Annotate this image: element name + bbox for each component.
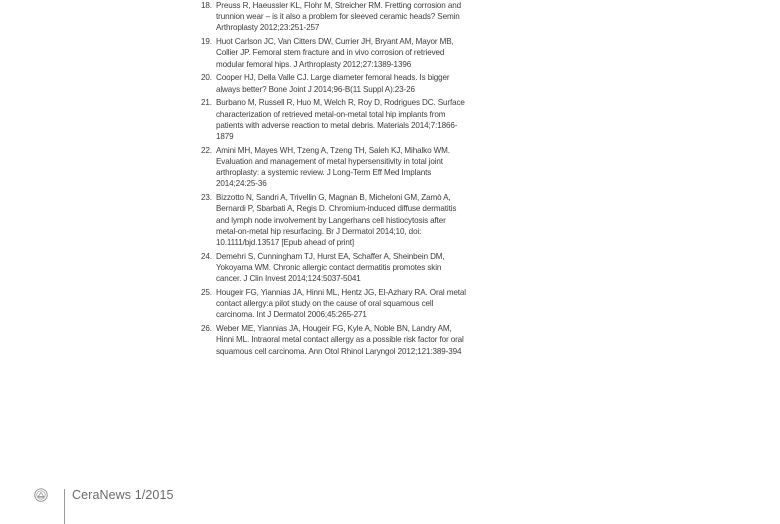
reference-text: Preuss R, Haeussler KL, Flohr M, Streicher RM. Fretting corrosion and trunnion wear – is it also a problem for sleeved ceramic heads? Semin Arthroplasty 2012;23:251-257 bbox=[216, 1, 461, 33]
reference-text: Weber ME, Yiannias JA, Hougeir FG, Kyle A, Noble BN, Landry AM, Hinni ML. Intraoral metal contact allergy as a possible risk factor for oral squamous cell carcinoma. Ann Otol Rhinol Laryngol 2012;121:389-394 bbox=[216, 324, 464, 356]
reference-text: Amini MH, Mayes WH, Tzeng A, Tzeng TH, Saleh KJ, Mihalko WM. Evaluation and management of metal hypersensitivity in total joint arthroplasty: a systemic review. J Long-Term Eff Med Implants 2014;24:25-36 bbox=[216, 145, 450, 189]
reference-item bbox=[201, 97, 467, 142]
reference-item bbox=[201, 145, 467, 190]
reference-number: 21. bbox=[201, 98, 212, 108]
reference-number: 23. bbox=[201, 193, 212, 203]
reference-text: Demehri S, Cunningham TJ, Hurst EA, Schaffer A, Sheinbein DM, Yokoyama WM. Chronic allergic contact dermatitis promotes skin cancer. J Clin Invest 2014;124:5037-5041 bbox=[216, 251, 445, 284]
reference-text: Burbano M, Russell R, Huo M, Welch R, Roy D, Rodrigues DC. Surface characterization of retrieved metal-on-metal total hip implants from patients with adverse reaction to metal debris. Materials 2014;7:1866-1879 bbox=[216, 98, 465, 142]
reference-number: 18. bbox=[201, 1, 212, 10]
reference-list bbox=[201, 0, 467, 359]
reference-item bbox=[201, 192, 467, 248]
reference-text: Hougeir FG, Yiannias JA, Hinni ML, Hentz JG, El-Azhary RA. Oral metal contact allergy:a pilot study on the cause of oral squamous cell carcinoma. Int J Dermatol 2006;45:265-271 bbox=[216, 288, 466, 320]
emblem-icon bbox=[34, 488, 48, 502]
reference-number: 19. bbox=[201, 37, 212, 47]
footer-divider bbox=[64, 489, 65, 524]
reference-number: 22. bbox=[201, 145, 212, 155]
reference-number: 20. bbox=[201, 73, 212, 83]
reference-text: Bizzotto N, Sandri A, Trivellin G, Magnan B, Micheloni GM, Zamò A, Bernardi P, Sbarbati A, Regis D. Chromium-induced diffuse dermatitis and lymph node involvement by Langerhans cell histiocytosis after metal-on-metal hip resurfacing. Br J Dermatol 2014;10, doi: 10.1111/bjd.13517 [Epub ahead of print] bbox=[216, 193, 457, 248]
reference-number: 26. bbox=[201, 324, 212, 334]
reference-item bbox=[201, 323, 467, 357]
reference-number: 25. bbox=[201, 288, 212, 298]
reference-text: Huot Carlson JC, Van Citters DW, Currier JH, Bryant AM, Mayor MB, Collier JP. Femoral stem fracture and in vivo corrosion of retrieved modular femoral hips. J Arthroplasty 2012;27:1389-1396 bbox=[216, 37, 454, 69]
publication-label: CeraNews 1/2015 bbox=[72, 488, 174, 502]
reference-item bbox=[201, 0, 467, 34]
reference-item bbox=[201, 287, 467, 321]
reference-text: Cooper HJ, Della Valle CJ. Large diameter femoral heads. Is bigger always better? Bone Joint J 2014;96-B(11 Suppl A):23-26 bbox=[216, 73, 450, 94]
reference-item bbox=[201, 36, 467, 70]
reference-item bbox=[201, 251, 467, 285]
reference-item bbox=[201, 72, 467, 94]
reference-number: 24. bbox=[201, 251, 212, 261]
